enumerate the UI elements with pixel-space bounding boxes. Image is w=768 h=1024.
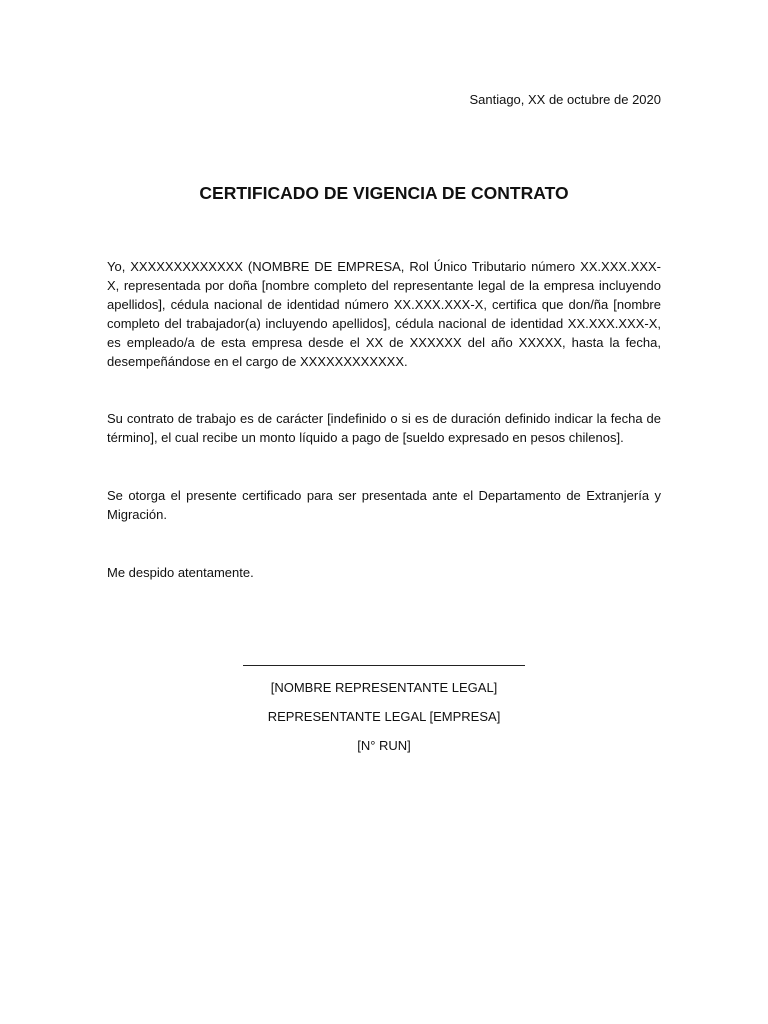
- document-title: CERTIFICADO DE VIGENCIA DE CONTRATO: [199, 183, 569, 203]
- date-line: Santiago, XX de octubre de 2020: [469, 92, 661, 107]
- signature-line: [243, 665, 525, 666]
- signature-run: [N° RUN]: [357, 738, 411, 753]
- paragraph-purpose: Se otorga el presente certificado para ser presentada ante el Departamento de Extranjería y Migración.: [107, 488, 661, 522]
- paragraph-closing: Me despido atentamente.: [107, 565, 254, 580]
- signature-role: REPRESENTANTE LEGAL [EMPRESA]: [267, 709, 501, 724]
- signature-name: [NOMBRE REPRESENTANTE LEGAL]: [270, 680, 498, 695]
- paragraph-certification: Yo, XXXXXXXXXXXXX (NOMBRE DE EMPRESA, Rol Único Tributario número XX.XXX.XXX-X, representada por doña [nombre completo del representante legal de la empresa incluyendo apellidos], cédula nacional de identidad número XX.XXX.XXX-X, certifica que don/ña [nombre completo del trabajador(a) incluyendo apellidos], cédula nacional de identidad XX.XXX.XXX-X, es empleado/a de esta empresa desde el XX de XXXXXX del año XXXXX, hasta la fecha, desempeñándose en el cargo de XXXXXXXXXXXX.: [107, 259, 661, 369]
- paragraph-contract-type: Su contrato de trabajo es de carácter [indefinido o si es de duración definido indicar la fecha de término], el cual recibe un monto líquido a pago de [sueldo expresado en pesos chilenos].: [107, 411, 661, 445]
- signature-block: [0, 650, 768, 765]
